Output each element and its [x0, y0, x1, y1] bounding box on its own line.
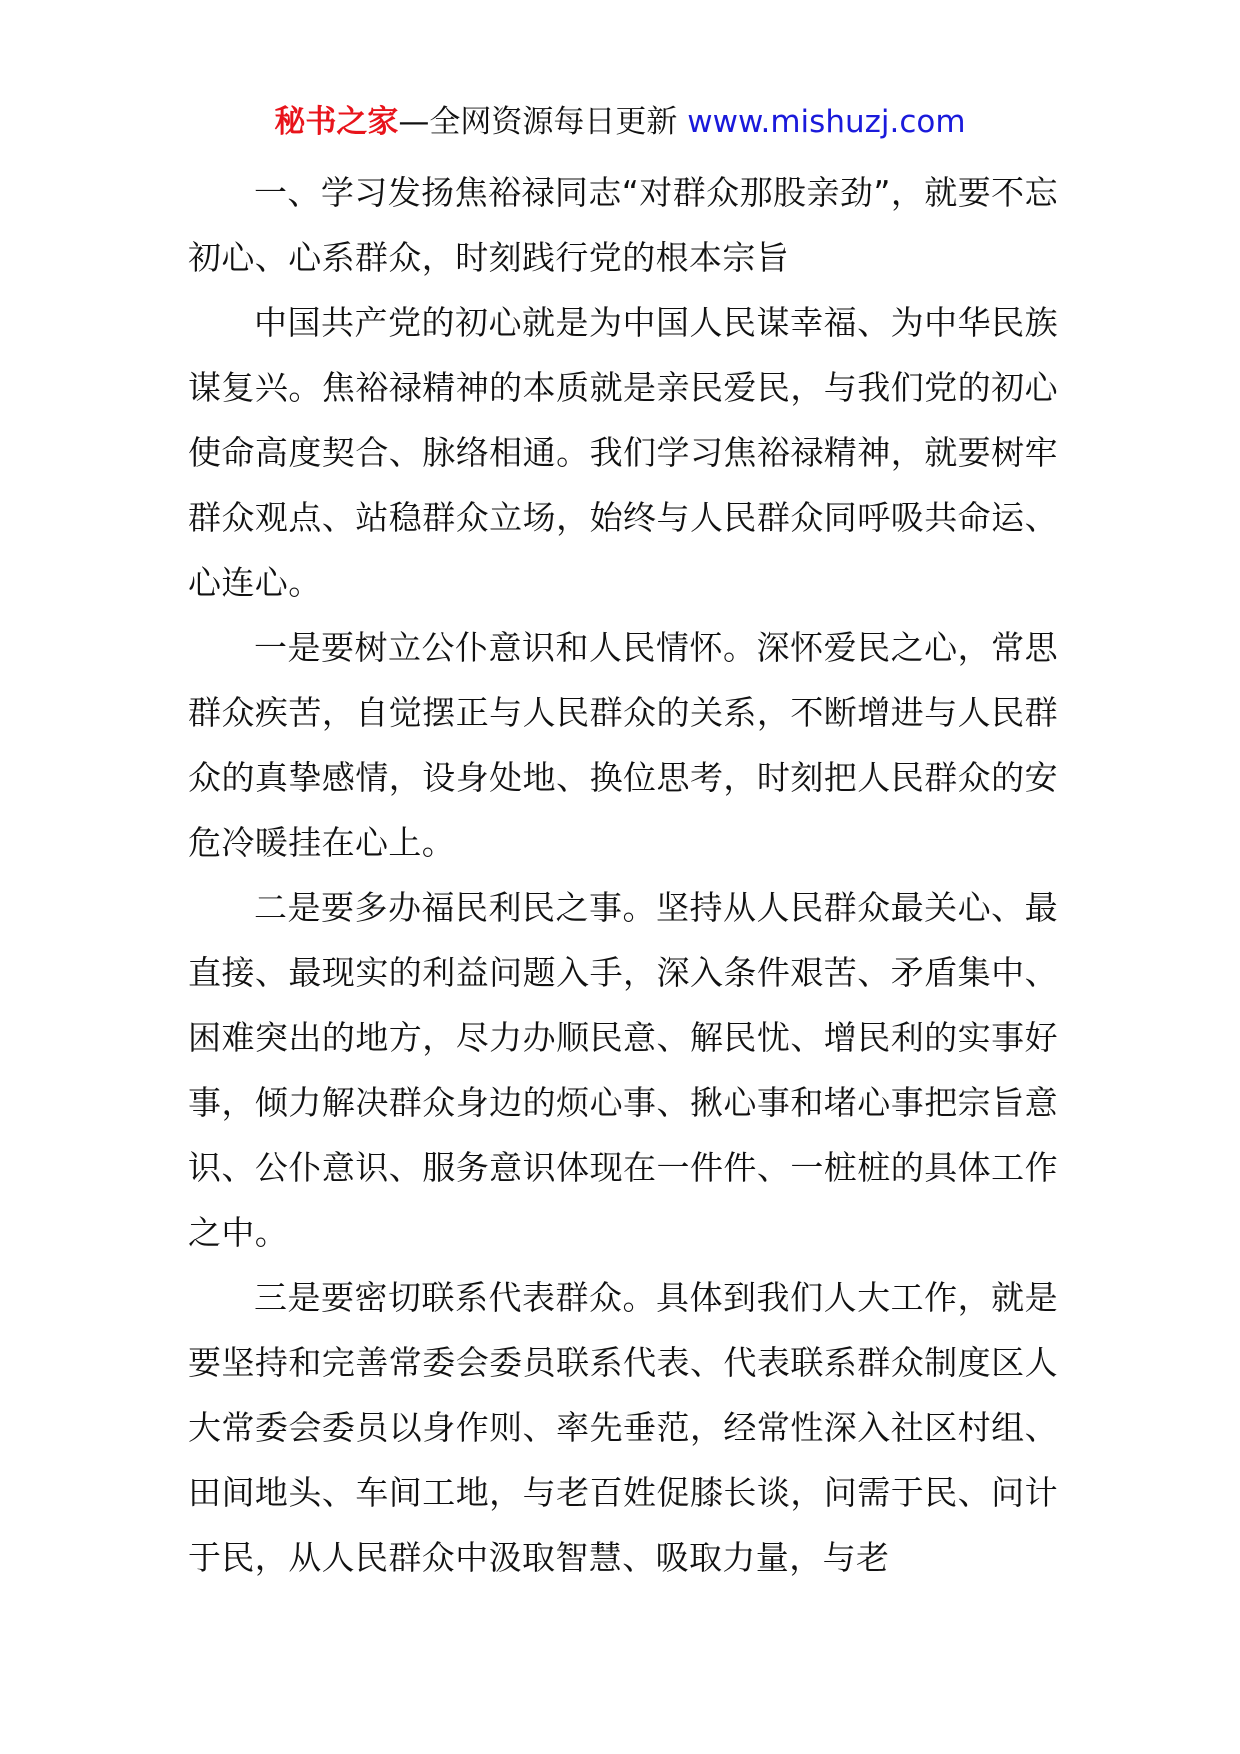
- section-heading: 一、学习发扬焦裕禄同志“对群众那股亲劲”，就要不忘初心、心系群众，时刻践行党的根本宗旨: [188, 173, 1058, 277]
- document-body: [188, 160, 1058, 1590]
- paragraph: 一是要树立公仆意识和人民情怀。深怀爱民之心，常思群众疾苦，自觉摆正与人民群众的关系，不断增进与人民群众的真挚感情，设身处地、换位思考，时刻把人民群众的安危冷暖挂在心上。: [188, 628, 1058, 862]
- site-header: [0, 100, 1240, 144]
- site-url-link[interactable]: www.mishuzj.com: [687, 104, 966, 140]
- paragraph: 二是要多办福民利民之事。坚持从人民群众最关心、最直接、最现实的利益问题入手，深入条件艰苦、矛盾集中、困难突出的地方，尽力办顺民意、解民忧、增民利的实事好事，倾力解决群众身边的烦心事、揪心事和堵心事把宗旨意识、公仆意识、服务意识体现在一件件、一桩桩的具体工作之中。: [188, 888, 1058, 1252]
- brand-name: 秘书之家: [274, 104, 399, 140]
- paragraph: 三是要密切联系代表群众。具体到我们人大工作，就是要坚持和完善常委会委员联系代表、代表联系群众制度区人大常委会委员以身作则、率先垂范，经常性深入社区村组、田间地头、车间工地，与老百姓促膝长谈，问需于民、问计于民，从人民群众中汲取智慧、吸取力量，与老: [188, 1278, 1058, 1577]
- header-tagline: —全网资源每日更新: [398, 104, 688, 140]
- paragraph: 中国共产党的初心就是为中国人民谋幸福、为中华民族谋复兴。焦裕禄精神的本质就是亲民爱民，与我们党的初心使命高度契合、脉络相通。我们学习焦裕禄精神，就要树牢群众观点、站稳群众立场，始终与人民群众同呼吸共命运、心连心。: [188, 303, 1058, 602]
